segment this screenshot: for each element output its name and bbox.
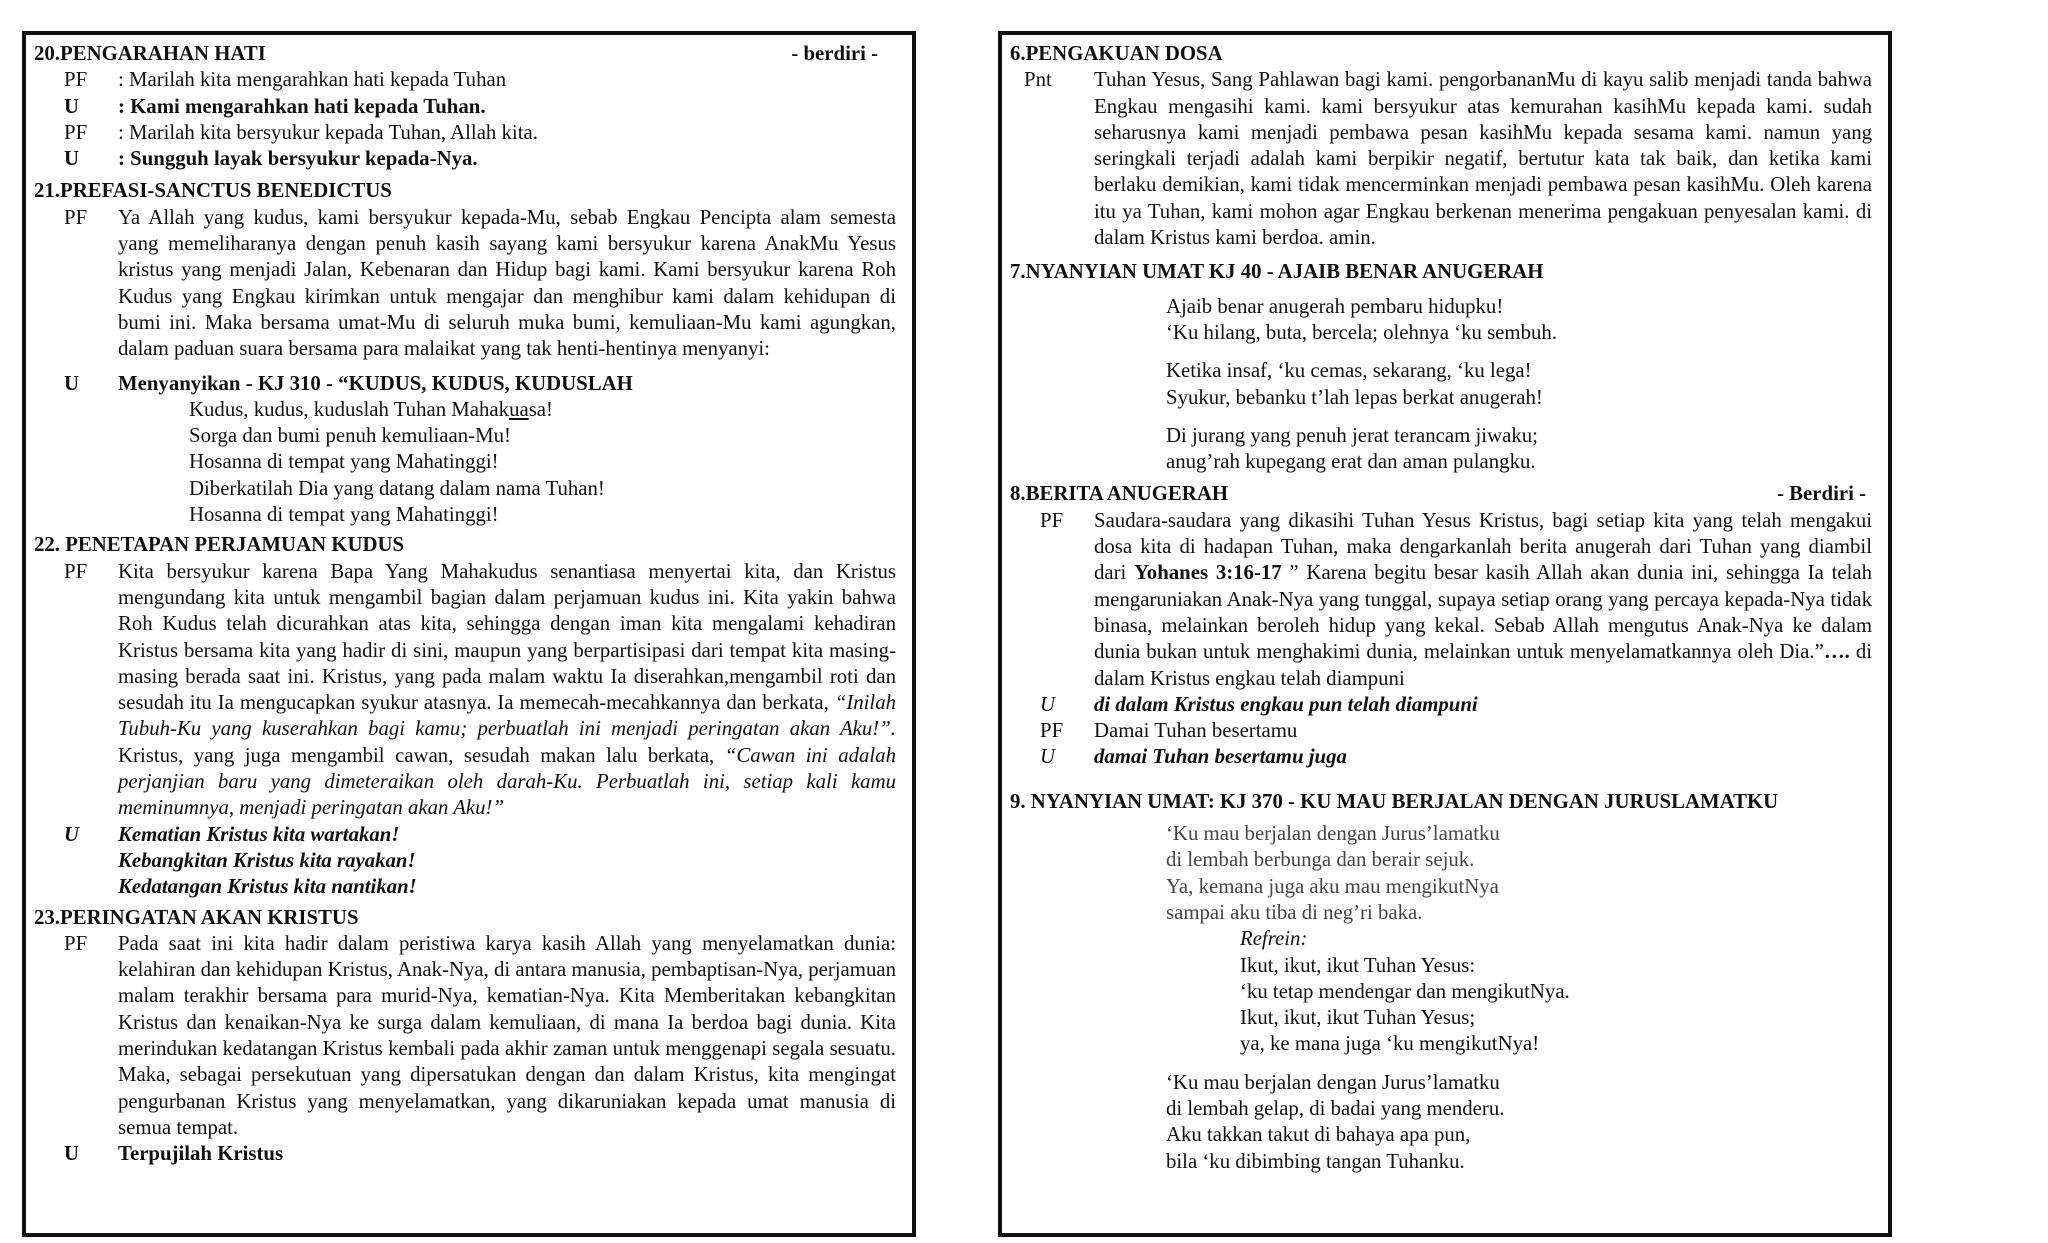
verse: [1166, 821, 1872, 926]
lyric-line: Ikut, ikut, ikut Tuhan Yesus;: [1240, 1006, 1476, 1030]
section-23: [34, 905, 896, 1168]
section-9: [1010, 789, 1872, 1175]
lyric-line: Hosanna di tempat yang Mahatinggi!: [189, 503, 499, 527]
line-text: : Kami mengarahkan hati kepada Tuhan.: [118, 94, 486, 118]
lyric-line: Sorga dan bumi penuh kemuliaan-Mu!: [189, 424, 511, 448]
lyric-line: bila ‘ku dibimbing tangan Tuhanku.: [1166, 1149, 1465, 1173]
refrain: [1010, 926, 1872, 1057]
liturgy-line: [1010, 718, 1872, 744]
sanctus-lyrics: [34, 397, 896, 528]
liturgy-line: [34, 146, 896, 172]
verse: [1166, 423, 1872, 476]
lyric-line: ‘Ku mau berjalan dengan Jurus’lamatku: [1166, 1070, 1500, 1094]
role-label: PF: [1040, 508, 1064, 532]
liturgy-line: [34, 371, 896, 397]
section-7: [1010, 259, 1872, 475]
role-label: PF: [64, 68, 88, 92]
role-label: U: [1040, 692, 1056, 716]
section-20-title: 20.PENGARAHAN HATI: [34, 42, 266, 65]
lyric-line: Ikut, ikut, ikut Tuhan Yesus:: [1240, 953, 1476, 977]
lyric-line: di lembah berbunga dan berair sejuk.: [1166, 848, 1475, 872]
lyric-line: ‘ku tetap mendengar dan mengikutNya.: [1240, 979, 1570, 1003]
lyric-line: Di jurang yang penuh jerat terancam jiwaku;: [1166, 423, 1538, 447]
verse: [1166, 294, 1872, 347]
acclamation: Kematian Kristus kita wartakan! Kebangkitan Kristus kita rayakan! Kedatangan Kristus kita nantikan!: [118, 822, 417, 899]
response-text: Terpujilah Kristus: [118, 1142, 284, 1166]
confession-text: Tuhan Yesus, Sang Pahlawan bagi kami. pengorbananMu di kayu salib menjadi tanda bahwa Engkau mengasihi kami. kami bersyukur atas kemurahan kasihMu kepada kami. sudah seharusnya kami menjadi pembawa pesan kasihMu kepada sesama kami. namun yang seringkali terjadi adalah kami berpikir negatif, bertutur kata tak baik, dan ketika kami berlaku demikian, kami tidak mencerminkan menjadi pembawa pesan kasihMu. Oleh karena itu ya Tuhan, kami mohon agar Engkau berkenan menerima pengakuan penyesalan kami. di dalam Kristus kami berdoa. amin.: [1094, 68, 1872, 250]
prefasi-text: Ya Allah yang kudus, kami bersyukur kepada-Mu, sebab Engkau Pencipta alam semesta yang memeliharanya dengan penuh kasih sayang kami bersyukur karena AnakMu Yesus kristus yang menjadi Jalan, Kebenaran dan Hidup bagi kami. Kami bersyukur karena Roh Kudus yang Engkau kirimkan untuk mengajar dan menghibur kami dalam kehidupan di bumi ini. Maka bersama umat-Mu di seluruh muka bumi, kemuliaan-Mu kami agungkan, dalam paduan suara bersama para malaikat yang tak henti-hentinya menyanyi:: [118, 205, 896, 361]
lyric-line: Hosanna di tempat yang Mahatinggi!: [189, 450, 499, 474]
section-20: [34, 41, 896, 172]
lyric-line: Aku takkan takut di bahaya apa pun,: [1166, 1123, 1471, 1147]
role-label: Pnt: [1024, 68, 1052, 92]
liturgy-line: [34, 1141, 896, 1167]
song-title: Menyanyikan - KJ 310 - “KUDUS, KUDUS, KUDUSLAH: [118, 371, 633, 395]
section-8: [1010, 481, 1872, 770]
section-8-posture-note: - Berdiri -: [1777, 482, 1866, 506]
response-text: di dalam Kristus engkau pun telah diampuni: [1094, 692, 1478, 716]
liturgy-line: [34, 94, 896, 120]
role-label: U: [64, 1142, 80, 1166]
line-text: : Sungguh layak bersyukur kepada-Nya.: [118, 147, 478, 171]
lyric-line: ya, ke mana juga ‘ku mengikutNya!: [1240, 1032, 1540, 1056]
lyric-line: Kudus, kudus, kuduslah Tuhan Mahakuasa!: [189, 397, 553, 421]
liturgy-line: [34, 120, 896, 146]
left-page: [22, 31, 916, 1237]
section-6: [1010, 41, 1872, 251]
role-label: PF: [64, 931, 88, 955]
section-22-title: 22. PENETAPAN PERJAMUAN KUDUS: [34, 533, 405, 557]
liturgy-line: [1010, 508, 1872, 692]
anamnesis-text: Pada saat ini kita hadir dalam peristiwa karya kasih Allah yang menyelamatkan dunia: kelahiran dan kehidupan Kristus, Anak-Nya, di antara manusia, pembaptisan-Nya, perjamuan malam terakhir bersama para murid-Nya, kematian-Nya. Kita Memberitakan kebangkitan Kristus dan kenaikan-Nya ke surga dalam kemuliaan, di mana Ia berdoa bagi dunia. Kita merindukan kedatangan Kristus kembali pada akhir zaman untuk menggenapi segala sesuatu. Maka, sebagai persekutuan yang dipersatukan dengan dan dalam Kristus, kita mengingat pengurbanan Kristus yang menyelamatkan, yang dikaruniakan kepada umat manusia di semua tempat.: [118, 931, 896, 1139]
lyric-line: anug’rah kupegang erat dan aman pulangku.: [1166, 450, 1536, 474]
liturgy-line: [1010, 67, 1872, 251]
role-label: PF: [64, 205, 88, 229]
lyric-line: di lembah gelap, di badai yang menderu.: [1166, 1096, 1505, 1120]
right-page: [998, 31, 1892, 1237]
liturgy-line: [34, 67, 896, 93]
response-text: damai Tuhan besertamu juga: [1094, 745, 1347, 769]
lyric-line: ‘Ku hilang, buta, bercela; olehnya ‘ku sembuh.: [1166, 320, 1557, 344]
role-label: PF: [64, 559, 88, 583]
role-label: U: [64, 371, 80, 395]
role-label: U: [64, 147, 80, 171]
verse: [1166, 358, 1872, 411]
lyric-line: Ketika insaf, ‘ku cemas, sekarang, ‘ku lega!: [1166, 359, 1532, 383]
liturgy-line: [1010, 744, 1872, 770]
scripture-reference: Yohanes 3:16-17: [1134, 561, 1282, 585]
section-20-heading: [34, 41, 896, 67]
liturgy-line: [34, 822, 896, 901]
section-9-title: 9. NYANYIAN UMAT: KJ 370 - KU MAU BERJALAN DENGAN JURUSLAMATKU: [1010, 789, 1779, 813]
lyric-line: Ya, kemana juga aku mau mengikutNya: [1166, 874, 1499, 898]
section-20-posture-note: - berdiri -: [791, 42, 878, 65]
liturgy-line: [34, 559, 896, 822]
line-text: Damai Tuhan besertamu: [1094, 719, 1298, 743]
section-6-title: 6.PENGAKUAN DOSA: [1010, 42, 1223, 65]
role-label: U: [1040, 745, 1056, 769]
quote-bread: “Inilah Tubuh-Ku yang kuserahkan bagi kamu; perbuatlah ini menjadi peringatan akan Aku!”.: [118, 691, 896, 741]
section-8-title: 8.BERITA ANUGERAH: [1010, 482, 1229, 506]
role-label: PF: [1040, 719, 1064, 743]
lyric-line: Syukur, bebanku t’lah lepas berkat anugerah!: [1166, 385, 1543, 409]
section-22: [34, 532, 896, 900]
line-text: : Marilah kita mengarahkan hati kepada Tuhan: [118, 68, 507, 92]
refrain-label: Refrein:: [1240, 927, 1308, 951]
verse: [1010, 1070, 1872, 1175]
section-8-heading: [1010, 481, 1872, 507]
lyric-line: Diberkatilah Dia yang datang dalam nama Tuhan!: [189, 476, 605, 500]
section-21-title: 21.PREFASI-SANCTUS BENEDICTUS: [34, 179, 392, 203]
role-label: U: [64, 94, 80, 118]
hymn-kj370-lyrics: [1010, 821, 1872, 926]
assurance-text: Saudara-saudara yang dikasihi Tuhan Yesus Kristus, bagi setiap kita yang telah mengakui dosa kita di hadapan Tuhan, maka dengarkanlah berita anugerah dari Tuhan yang diambil dari Yohanes 3:16-17 ” Karena begitu besar kasih Allah akan dunia ini, sehingga Ia telah mengaruniakan Anak-Nya yang tunggal, supaya setiap orang yang percaya kepada-Nya tidak binasa, melainkan beroleh hidup yang kekal. Sebab Allah mengutus Anak-Nya ke dalam dunia bukan untuk menghakimi dunia, melainkan untuk menyelamatkannya oleh Dia.”…. di dalam Kristus engkau telah diampuni: [1094, 508, 1872, 690]
liturgy-line: [34, 931, 896, 1141]
section-7-title: 7.NYANYIAN UMAT KJ 40 - AJAIB BENAR ANUGERAH: [1010, 260, 1544, 284]
section-23-title: 23.PERINGATAN AKAN KRISTUS: [34, 905, 359, 929]
lyric-line: sampai aku tiba di neg’ri baka.: [1166, 900, 1423, 924]
liturgy-line: [1010, 692, 1872, 718]
role-label: PF: [64, 120, 88, 144]
liturgy-line: [34, 205, 896, 363]
quote-cup: “Cawan ini adalah perjanjian baru yang dimeteraikan oleh darah-Ku. Perbuatlah ini, setiap kali kamu meminumnya, menjadi peringatan akan Aku!”: [118, 743, 896, 820]
role-label: U: [64, 822, 80, 846]
institution-text: Kita bersyukur karena Bapa Yang Mahakudus senantiasa menyertai kita, dan Kristus mengundang kita untuk mengambil bagian dalam perjamuan kudus ini. Kita yakin bahwa Roh Kudus telah dicurahkan atas kita, sehingga dengan iman kita mengalami kehadiran Kristus bersama kita yang hadir di sini, maupun yang berpartisipasi dari tempat kita masing-masing berada saat ini. Kristus, yang pada malam waktu Ia diserahkan,mengambil roti dan sesudah itu Ia mengucapkan syukur atasnya. Ia memecah-mecahkannya dan berkata, “Inilah Tubuh-Ku yang kuserahkan bagi kamu; perbuatlah ini menjadi peringatan akan Aku!”. Kristus, yang juga mengambil cawan, sesudah makan lalu berkata, “Cawan ini adalah perjanjian baru yang dimeteraikan oleh darah-Ku. Perbuatlah ini, setiap kali kamu meminumnya, menjadi peringatan akan Aku!”: [118, 559, 896, 820]
line-text: : Marilah kita bersyukur kepada Tuhan, Allah kita.: [118, 120, 538, 144]
lyric-line: Ajaib benar anugerah pembaru hidupku!: [1166, 294, 1504, 318]
hymn-kj40-lyrics: [1010, 294, 1872, 476]
lyric-line: ‘Ku mau berjalan dengan Jurus’lamatku: [1166, 822, 1500, 846]
section-21: [34, 178, 896, 528]
